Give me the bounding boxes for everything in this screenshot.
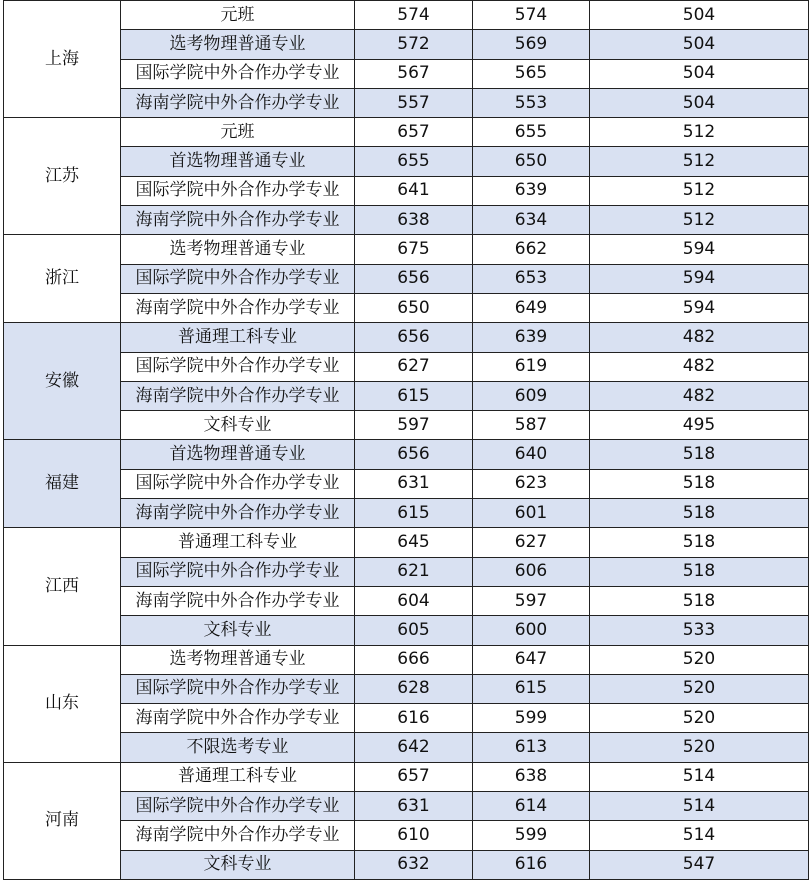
table-row [4,411,809,440]
table-row [4,704,809,733]
table-row [4,147,809,176]
score-c-cell: 520 [590,704,809,733]
score-a-cell: 597 [355,411,473,440]
score-b-cell: 574 [473,1,590,30]
score-c-cell: 533 [590,616,809,645]
score-a-cell: 557 [355,88,473,117]
table-row [4,206,809,235]
table-row [4,586,809,615]
major-cell: 文科专业 [121,411,355,440]
table-row [4,733,809,762]
score-a-cell: 650 [355,293,473,322]
score-b-cell: 627 [473,528,590,557]
score-a-cell: 656 [355,440,473,469]
score-a-cell: 604 [355,586,473,615]
province-cell: 福建 [4,440,121,528]
major-cell: 海南学院中外合作办学专业 [121,206,355,235]
major-cell: 文科专业 [121,850,355,879]
score-c-cell: 518 [590,528,809,557]
score-a-cell: 572 [355,30,473,59]
major-cell: 选考物理普通专业 [121,235,355,264]
major-cell: 海南学院中外合作办学专业 [121,586,355,615]
score-a-cell: 656 [355,323,473,352]
table-row [4,264,809,293]
score-a-cell: 621 [355,557,473,586]
province-cell: 安徽 [4,323,121,440]
table-row [4,762,809,791]
score-a-cell: 638 [355,206,473,235]
major-cell: 普通理工科专业 [121,528,355,557]
province-cell: 浙江 [4,235,121,323]
score-c-cell: 482 [590,381,809,410]
score-c-cell: 512 [590,206,809,235]
major-cell: 国际学院中外合作办学专业 [121,264,355,293]
score-b-cell: 639 [473,176,590,205]
score-a-cell: 645 [355,528,473,557]
score-a-cell: 657 [355,762,473,791]
score-b-cell: 599 [473,704,590,733]
score-c-cell: 482 [590,323,809,352]
score-b-cell: 634 [473,206,590,235]
score-c-cell: 504 [590,1,809,30]
score-b-cell: 650 [473,147,590,176]
table-row [4,1,809,30]
score-b-cell: 565 [473,59,590,88]
major-cell: 国际学院中外合作办学专业 [121,469,355,498]
score-c-cell: 520 [590,645,809,674]
score-a-cell: 631 [355,469,473,498]
major-cell: 国际学院中外合作办学专业 [121,792,355,821]
province-cell: 江苏 [4,118,121,235]
score-b-cell: 619 [473,352,590,381]
score-a-cell: 615 [355,499,473,528]
score-c-cell: 518 [590,440,809,469]
score-b-cell: 613 [473,733,590,762]
score-c-cell: 495 [590,411,809,440]
table-row [4,323,809,352]
score-c-cell: 504 [590,88,809,117]
table-row [4,469,809,498]
major-cell: 元班 [121,118,355,147]
score-b-cell: 614 [473,792,590,821]
province-cell: 上海 [4,1,121,118]
major-cell: 普通理工科专业 [121,762,355,791]
score-a-cell: 605 [355,616,473,645]
major-cell: 海南学院中外合作办学专业 [121,499,355,528]
score-b-cell: 553 [473,88,590,117]
table-row [4,616,809,645]
score-a-cell: 632 [355,850,473,879]
major-cell: 国际学院中外合作办学专业 [121,352,355,381]
major-cell: 文科专业 [121,616,355,645]
province-cell: 河南 [4,762,121,879]
score-c-cell: 518 [590,499,809,528]
score-b-cell: 653 [473,264,590,293]
table-row [4,528,809,557]
major-cell: 选考物理普通专业 [121,645,355,674]
score-b-cell: 639 [473,323,590,352]
province-cell: 江西 [4,528,121,645]
table-row [4,499,809,528]
score-b-cell: 569 [473,30,590,59]
major-cell: 海南学院中外合作办学专业 [121,821,355,850]
score-c-cell: 594 [590,264,809,293]
score-a-cell: 631 [355,792,473,821]
score-c-cell: 504 [590,59,809,88]
score-b-cell: 606 [473,557,590,586]
score-c-cell: 520 [590,733,809,762]
table-row [4,118,809,147]
table-row [4,850,809,879]
score-c-cell: 512 [590,118,809,147]
score-a-cell: 642 [355,733,473,762]
major-cell: 海南学院中外合作办学专业 [121,88,355,117]
score-c-cell: 514 [590,821,809,850]
major-cell: 选考物理普通专业 [121,30,355,59]
major-cell: 国际学院中外合作办学专业 [121,59,355,88]
table-row [4,235,809,264]
table-row [4,645,809,674]
table-row [4,381,809,410]
score-a-cell: 615 [355,381,473,410]
table-row [4,440,809,469]
score-c-cell: 547 [590,850,809,879]
score-c-cell: 594 [590,293,809,322]
major-cell: 海南学院中外合作办学专业 [121,293,355,322]
table-row [4,557,809,586]
score-b-cell: 623 [473,469,590,498]
score-c-cell: 518 [590,586,809,615]
score-a-cell: 656 [355,264,473,293]
table-row [4,821,809,850]
table-row [4,30,809,59]
table-row [4,88,809,117]
score-b-cell: 647 [473,645,590,674]
score-a-cell: 641 [355,176,473,205]
table-row [4,792,809,821]
major-cell: 海南学院中外合作办学专业 [121,704,355,733]
score-b-cell: 609 [473,381,590,410]
score-b-cell: 597 [473,586,590,615]
score-b-cell: 599 [473,821,590,850]
score-a-cell: 610 [355,821,473,850]
score-c-cell: 514 [590,762,809,791]
score-a-cell: 628 [355,674,473,703]
score-b-cell: 587 [473,411,590,440]
score-c-cell: 482 [590,352,809,381]
major-cell: 首选物理普通专业 [121,440,355,469]
score-a-cell: 574 [355,1,473,30]
major-cell: 国际学院中外合作办学专业 [121,557,355,586]
major-cell: 不限选考专业 [121,733,355,762]
table-row [4,59,809,88]
province-cell: 山东 [4,645,121,762]
score-c-cell: 518 [590,557,809,586]
major-cell: 海南学院中外合作办学专业 [121,381,355,410]
score-a-cell: 616 [355,704,473,733]
score-b-cell: 662 [473,235,590,264]
score-c-cell: 520 [590,674,809,703]
score-table [3,0,809,880]
score-c-cell: 594 [590,235,809,264]
table-row [4,293,809,322]
score-a-cell: 567 [355,59,473,88]
score-a-cell: 655 [355,147,473,176]
score-b-cell: 638 [473,762,590,791]
score-table-body [4,1,809,880]
score-b-cell: 600 [473,616,590,645]
score-c-cell: 514 [590,792,809,821]
score-c-cell: 512 [590,176,809,205]
score-c-cell: 518 [590,469,809,498]
score-c-cell: 504 [590,30,809,59]
score-a-cell: 675 [355,235,473,264]
score-b-cell: 601 [473,499,590,528]
score-a-cell: 657 [355,118,473,147]
score-c-cell: 512 [590,147,809,176]
score-b-cell: 616 [473,850,590,879]
score-b-cell: 649 [473,293,590,322]
table-row [4,176,809,205]
score-a-cell: 627 [355,352,473,381]
major-cell: 国际学院中外合作办学专业 [121,674,355,703]
major-cell: 元班 [121,1,355,30]
score-b-cell: 615 [473,674,590,703]
score-b-cell: 655 [473,118,590,147]
score-a-cell: 666 [355,645,473,674]
major-cell: 首选物理普通专业 [121,147,355,176]
table-row [4,352,809,381]
major-cell: 普通理工科专业 [121,323,355,352]
score-b-cell: 640 [473,440,590,469]
major-cell: 国际学院中外合作办学专业 [121,176,355,205]
table-row [4,674,809,703]
